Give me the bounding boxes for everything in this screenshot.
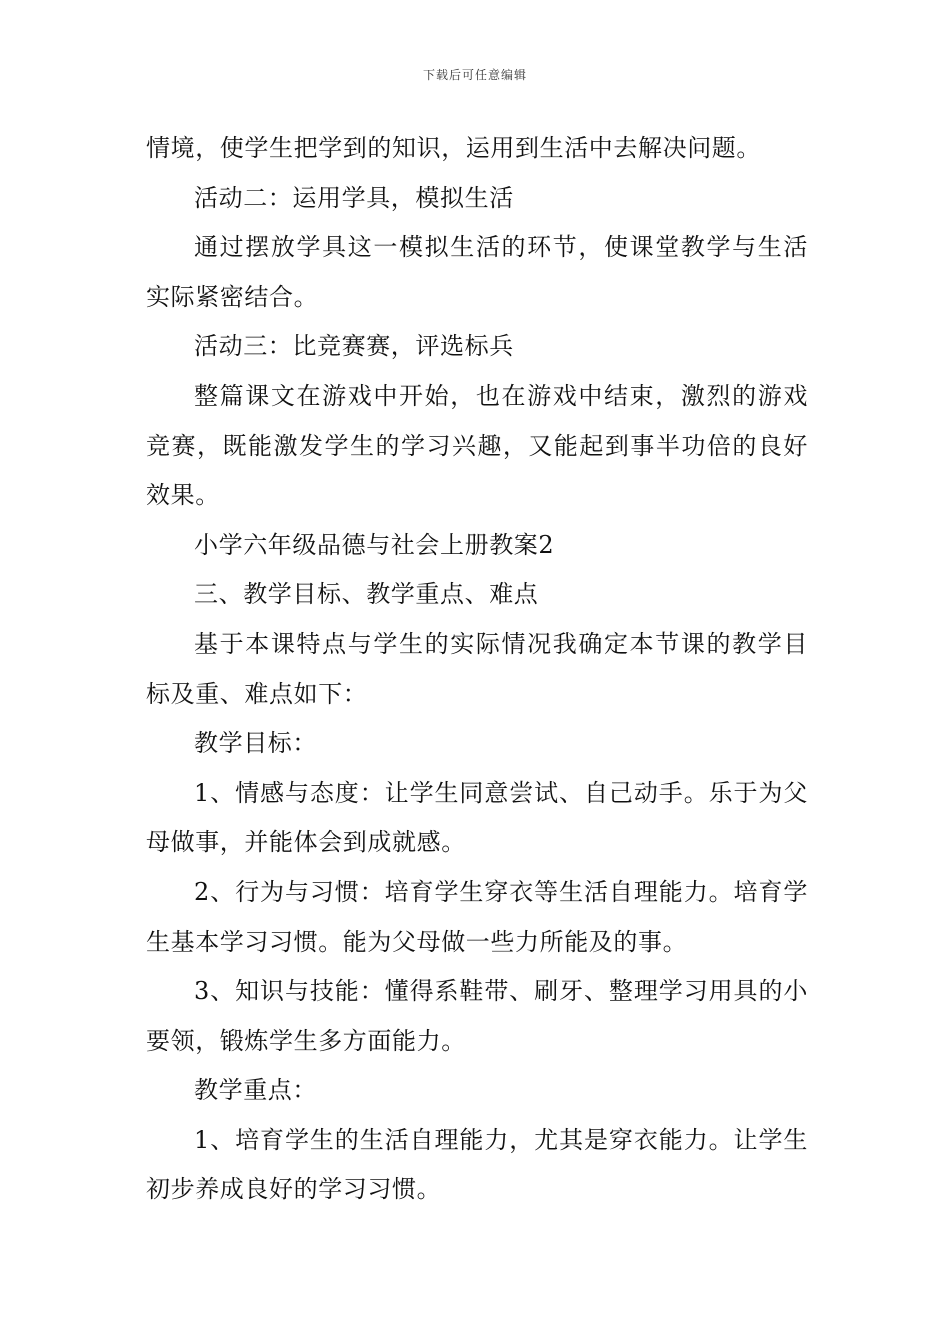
paragraph: 通过摆放学具这一模拟生活的环节，使课堂教学与生活实际紧密结合。 (146, 233, 808, 311)
focus-item: 1、培育学生的生活自理能力，尤其是穿衣能力。让学生初步养成良好的学习习惯。 (146, 1125, 808, 1204)
page-header-note: 下载后可任意编辑 (422, 68, 527, 82)
section-heading: 三、教学目标、教学重点、难点 (194, 580, 539, 609)
goal-item: 1、情感与态度：让学生同意尝试、自己动手。乐于为父母做事，并能体会到成就感。 (146, 778, 808, 857)
goal-item: 3、知识与技能：懂得系鞋带、刷牙、整理学习用具的小要领，锻炼学生多方面能力。 (146, 977, 808, 1055)
paragraph-continuation: 情境，使学生把学到的知识，运用到生活中去解决问题。 (146, 134, 761, 162)
goal-item: 2、行为与习惯：培育学生穿衣等生活自理能力。培育学生基本学习习惯。能为父母做一些力所能及的事。 (146, 877, 808, 956)
paragraph: 整篇课文在游戏中开始，也在游戏中结束，激烈的游戏竞赛，既能激发学生的学习兴趣，又能起到事半功倍的良好效果。 (146, 381, 808, 510)
activity-heading-3: 活动三：比竞赛赛，评选标兵 (194, 332, 514, 361)
lesson-plan-title: 小学六年级品德与社会上册教案2 (194, 530, 555, 559)
document-body (146, 124, 808, 1215)
subheading-teaching-goals: 教学目标： (194, 729, 317, 758)
activity-heading-2: 活动二：运用学具，模拟生活 (194, 183, 514, 212)
subheading-teaching-focus: 教学重点： (194, 1076, 317, 1105)
paragraph: 基于本课特点与学生的实际情况我确定本节课的教学目标及重、难点如下： (146, 629, 808, 708)
